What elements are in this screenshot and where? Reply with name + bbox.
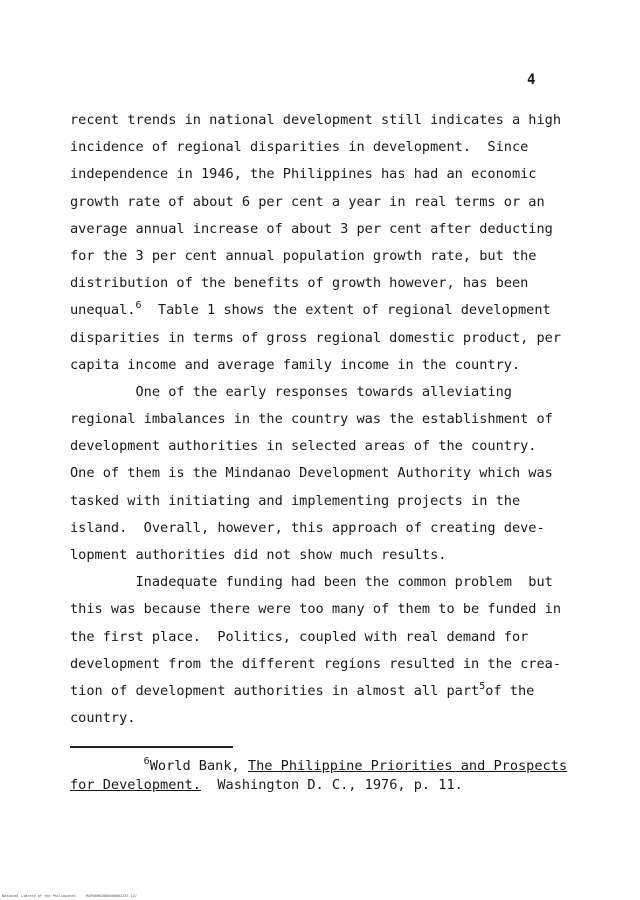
footnote-title-cont: for Development. — [70, 777, 201, 793]
footnote-line — [70, 757, 590, 776]
text-line: disparities in terms of gross regional domestic product, per — [70, 329, 562, 346]
text-line — [70, 678, 570, 705]
text-line: development from the different regions resulted in the crea- — [70, 655, 562, 672]
text-segment: Table 1 shows the extent of regional development — [141, 302, 551, 319]
text-line: regional imbalances in the country was the establishment of — [70, 411, 553, 428]
footnote-marker: 6 — [143, 756, 150, 767]
footnote-citation: Washington D. C., 1976, p. 11. — [200, 777, 463, 793]
footnote-title: The Philippine Priorities and Prospects — [247, 758, 568, 774]
text-segment: tion of development authorities in almost all part — [70, 682, 480, 699]
text-line: for the 3 per cent annual population growth rate, but the — [70, 247, 537, 264]
text-segment: of the — [485, 682, 535, 699]
text-line: One of them is the Mindanao Development Authority which was — [70, 465, 553, 482]
footnote-reference: 6 — [135, 300, 142, 312]
text-line: this was because there were too many of them to be funded in — [70, 601, 562, 618]
text-line: average annual increase of about 3 per cent after deducting — [70, 220, 553, 237]
text-line: island. Overall, however, this approach of creating deve- — [70, 519, 545, 536]
text-line: development authorities in selected areas of the country. — [70, 438, 537, 455]
text-line: One of the early responses towards alleviating — [70, 383, 512, 400]
body-text — [70, 107, 570, 732]
text-line — [70, 297, 570, 324]
text-line: growth rate of about 6 per cent a year in real terms or an — [70, 193, 545, 210]
text-segment: unequal. — [70, 302, 136, 319]
page-number: 4 — [527, 72, 536, 88]
footnote — [70, 757, 590, 795]
text-line: the first place. Politics, coupled with real demand for — [70, 628, 529, 645]
text-line: recent trends in national development still indicates a high — [70, 112, 562, 128]
footnote-divider — [70, 746, 233, 748]
footnote-line — [70, 776, 590, 795]
text-line: capita income and average family income in the country. — [70, 356, 521, 373]
text-line: independence in 1946, the Philippines has had an economic — [70, 166, 537, 183]
text-line: distribution of the benefits of growth however, has been — [70, 275, 529, 292]
superscript-mark: 5 — [479, 680, 486, 692]
text-line: incidence of regional disparities in development. Since — [70, 139, 529, 156]
text-line: country. — [70, 710, 136, 727]
text-line: Inadequate funding had been the common problem but — [70, 574, 553, 591]
text-line: lopment authorities did not show much results. — [70, 547, 447, 563]
library-stamp: National Library of the Philippines ROP00002000000002257 12/ — [2, 894, 137, 898]
text-line: tasked with initiating and implementing projects in the — [70, 492, 521, 509]
footnote-author: World Bank, — [149, 758, 248, 774]
